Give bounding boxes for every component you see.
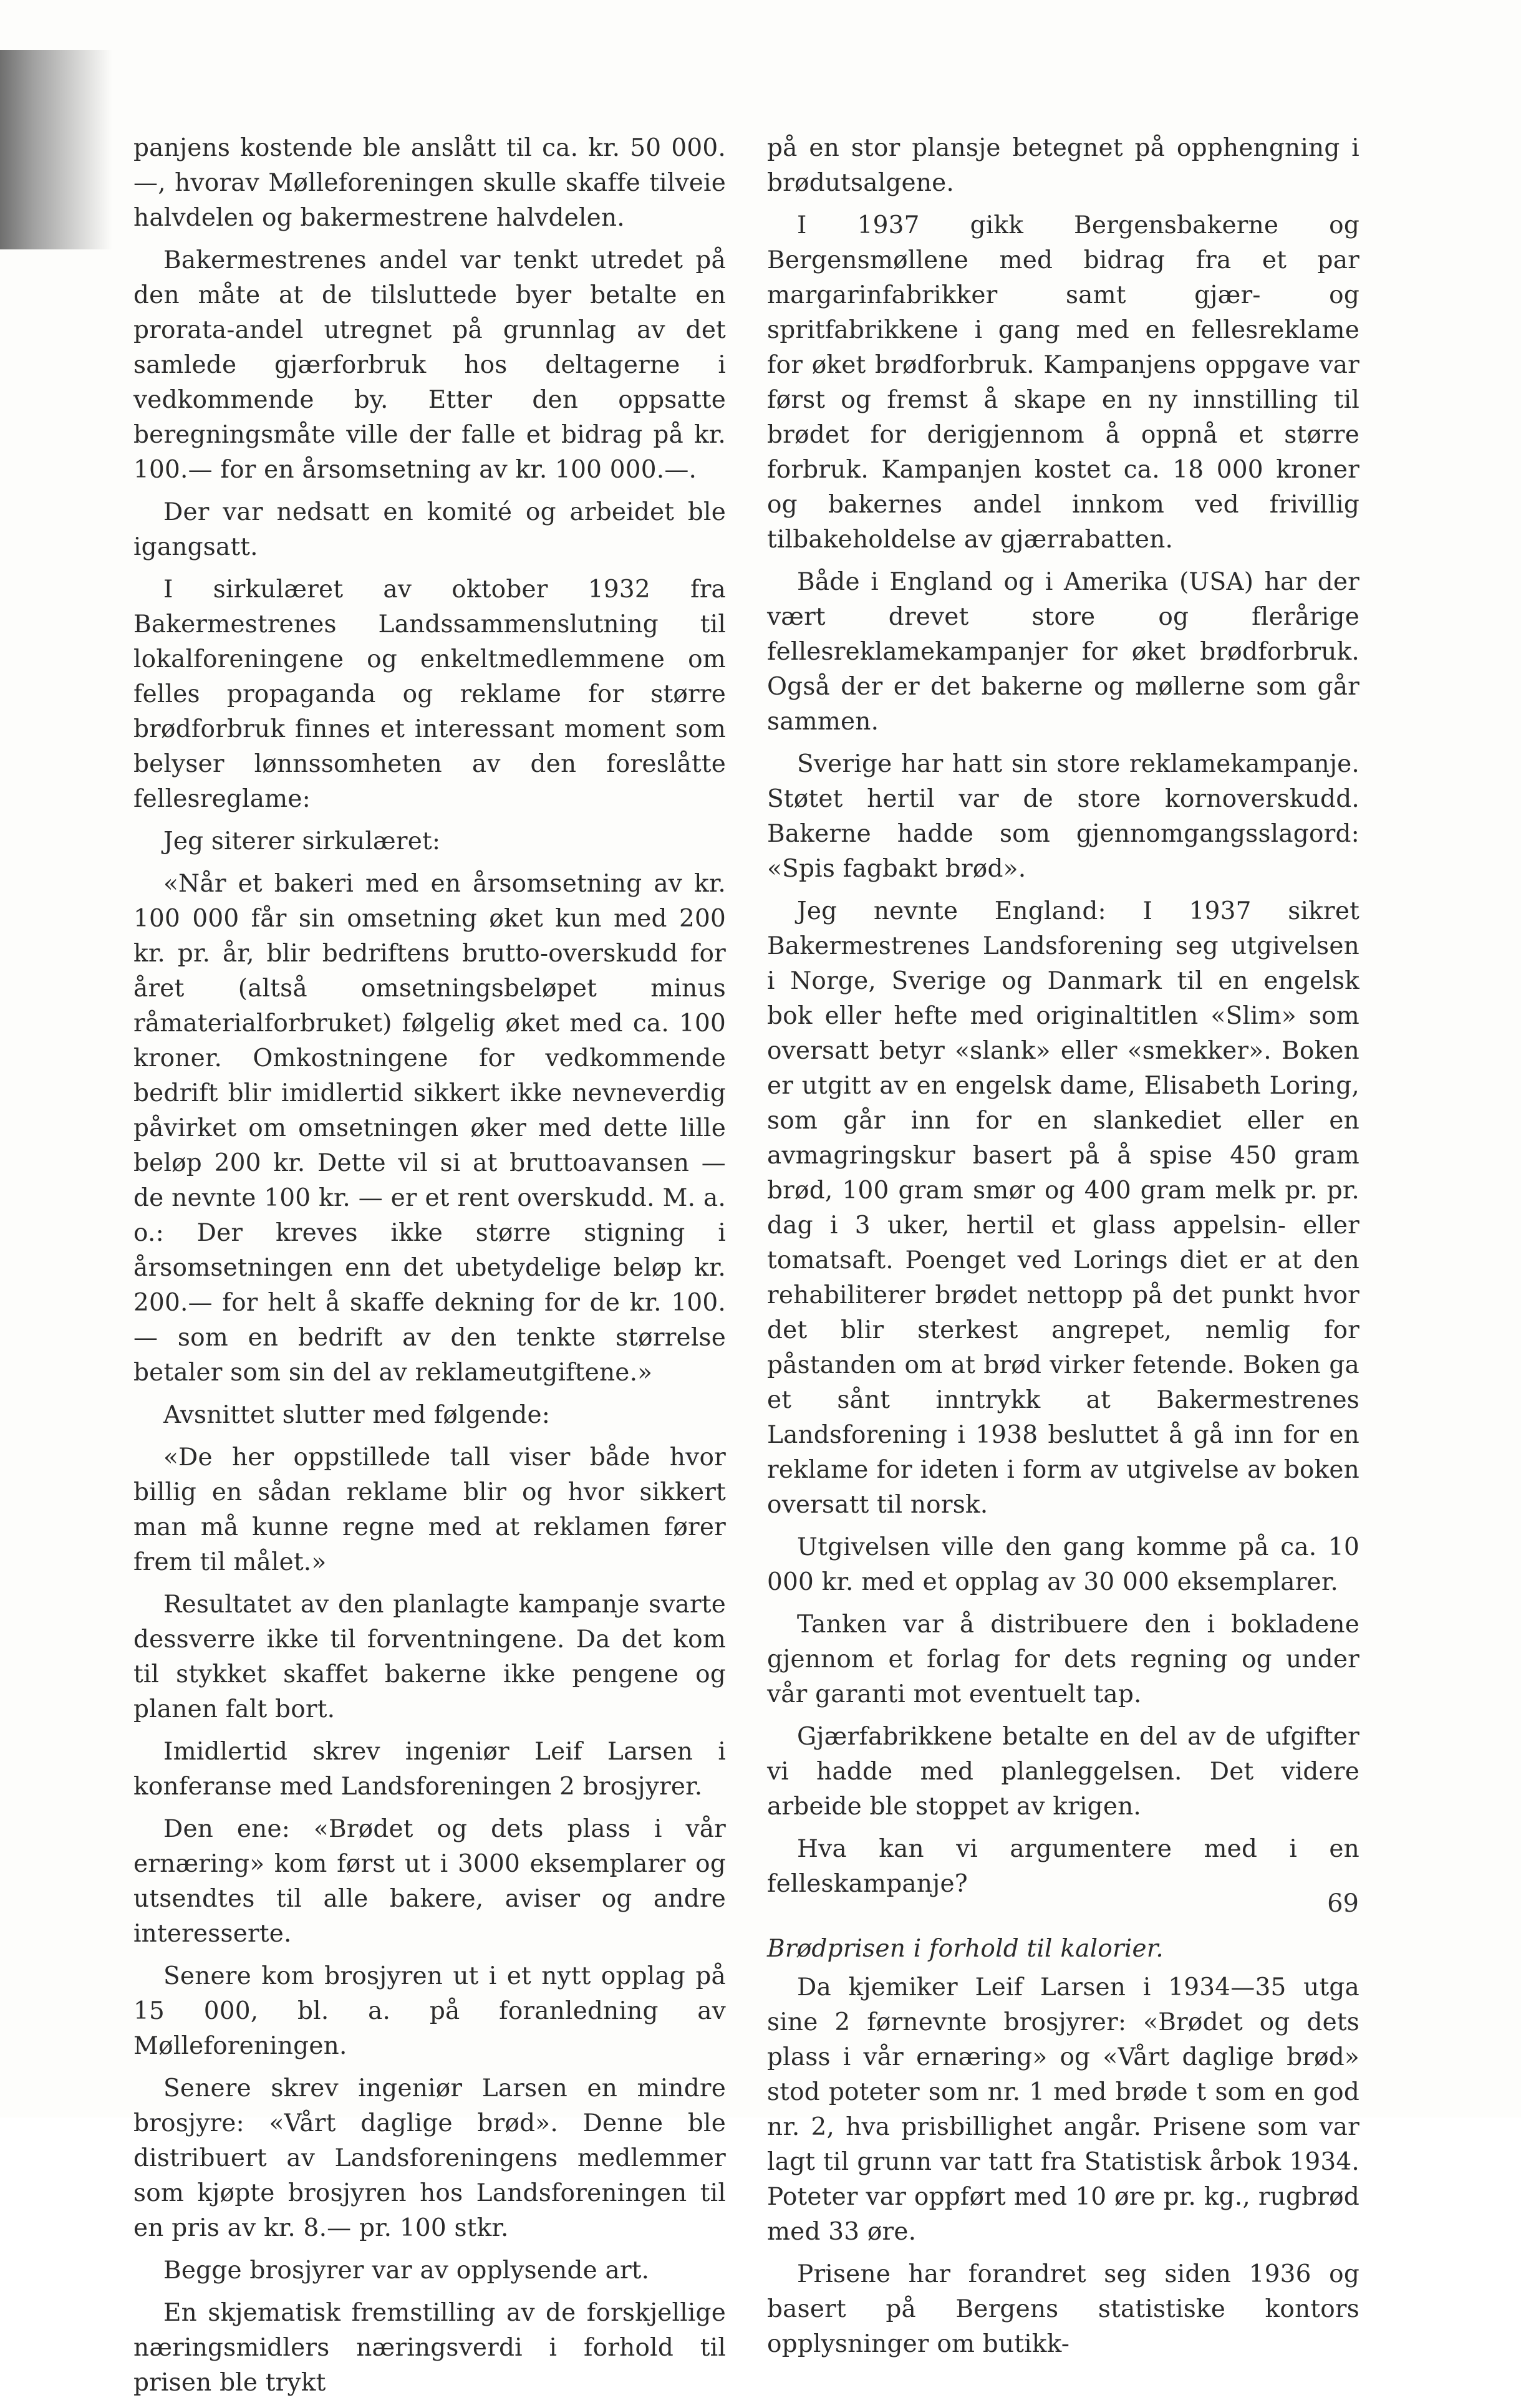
quoted-paragraph: «Når et bakeri med en årsomsetning av kr. 100 000 får sin omsetning øket kun med 200 kr. pr. år, blir bedriftens brutto-overskudd for året (altså omsetningsbeløpet minus råmaterialforbruket) følgelig øket med ca. 100 kroner. Omkostningene for vedkommende bedrift blir imidlertid sikkert ikke nevneverdig påvirket om omsetningen øker med dette lille beløp 200 kr. Dette vil si at bruttoavansen — de nevnte 100 kr. — er et rent overskudd. M. a. o.: Der kreves ikke større stigning i årsomsetningen enn det ubetydelige beløp kr. 200.— for helt å skaffe dekning for de kr. 100.— som en bedrift av den tenkte størrelse betaler som sin del av reklameutgiftene.»: [133, 870, 726, 1387]
paragraph: I sirkulæret av oktober 1932 fra Bakermestrenes Landssammenslutning til lokalforeningene og enkeltmedlemmene om felles propaganda og reklame for større brødforbruk finnes et interessant moment som belyser lønnssomheten av den foreslåtte fellesreglame:: [133, 576, 726, 813]
paragraph: Jeg siterer sirkulæret:: [163, 827, 441, 855]
paragraph: Imidlertid skrev ingeniør Leif Larsen i konferanse med Landsforeningen 2 brosjyrer.: [133, 1738, 726, 1801]
paragraph: Tanken var å distribuere den i bokladene gjennom et forlag for dets regning og under vår garanti mot eventuelt tap.: [767, 1611, 1359, 1708]
section-heading: Brødprisen i forhold til kalorier.: [767, 1935, 1164, 1963]
paragraph: Bakermestrenes andel var tenkt utredet på den måte at de tilsluttede byer betalte en prorata-andel utregnet på grunnlag av det samlede gjærforbruk hos deltagerne i vedkommende by. Etter den oppsatte beregningsmåte ville der falle et bidrag på kr. 100.— for en årsomsetning av kr. 100 000.—.: [133, 246, 726, 484]
left-column: [133, 131, 726, 2408]
paragraph: Da kjemiker Leif Larsen i 1934—35 utga sine 2 førnevnte brosjyrer: «Brødet og dets plass i vår ernæring» og «Vårt daglige brød» stod poteter som nr. 1 med brøde t som en god nr. 2, hva prisbillighet angår. Prisene som var lagt til grunn var tatt fra Statistisk årbok 1934. Poteter var oppført med 10 øre pr. kg., rugbrød med 33 øre.: [767, 1973, 1359, 2246]
page-number: 69: [1327, 1889, 1359, 1918]
paragraph: En skjematisk fremstilling av de forskjellige næringsmidlers næringsverdi i forhold til prisen ble trykt: [133, 2299, 726, 2397]
paragraph: Prisene har forandret seg siden 1936 og basert på Bergens statistiske kontors opplysninger om butikk-: [767, 2260, 1359, 2358]
paragraph: Hva kan vi argumentere med i en felleskampanje?: [767, 1835, 1359, 1898]
paragraph: Senere kom brosjyren ut i et nytt opplag på 15 000, bl. a. på foranledning av Mølleforeningen.: [133, 1962, 726, 2060]
paragraph: Gjærfabrikkene betalte en del av de ufgifter vi hadde med planleggelsen. Det videre arbeide ble stoppet av krigen.: [767, 1723, 1359, 1821]
paragraph: Begge brosjyrer var av opplysende art.: [163, 2256, 650, 2285]
paragraph: Der var nedsatt en komité og arbeidet ble igangsatt.: [133, 498, 726, 561]
paragraph: på en stor plansje betegnet på opphengning i brødutsalgene.: [767, 134, 1359, 197]
paragraph: Sverige har hatt sin store reklamekampanje. Støtet hertil var de store kornoverskudd. Bakerne hadde som gjennomgangsslagord: «Spis fagbakt brød».: [767, 750, 1359, 883]
right-column: [767, 131, 1359, 2369]
paragraph: Både i England og i Amerika (USA) har der vært drevet store og flerårige fellesreklamekampanjer for øket brødforbruk. Også der er det bakerne og møllerne som går sammen.: [767, 568, 1359, 736]
paragraph: Avsnittet slutter med følgende:: [163, 1401, 551, 1429]
paragraph: Resultatet av den planlagte kampanje svarte dessverre ikke til forventningene. Da det kom til stykket skaffet bakerne ikke pengene og planen falt bort.: [133, 1591, 726, 1723]
paragraph: Utgivelsen ville den gang komme på ca. 10 000 kr. med et opplag av 30 000 eksemplarer.: [767, 1533, 1359, 1596]
page-edge-shadow: [0, 50, 112, 249]
paragraph: Jeg nevnte England: I 1937 sikret Bakermestrenes Landsforening seg utgivelsen i Norge, Sverige og Danmark til en engelsk bok eller hefte med originaltitlen «Slim» som oversatt betyr «slank» eller «smekker». Boken er utgitt av en engelsk dame, Elisabeth Loring, som går inn for en slankediet eller en avmagringskur basert på å spise 450 gram brød, 100 gram smør og 400 gram melk pr. pr. dag i 3 uker, hertil et glass appelsin- eller tomatsaft. Poenget ved Lorings diet er at den rehabiliterer brødet nettopp på det punkt hvor det blir sterkest angrepet, nemlig for påstanden om at brød virker fetende. Boken ga et sånt inntrykk at Bakermestrenes Landsforening i 1938 besluttet å gå inn for en reklame for ideten i form av utgivelse av boken oversatt til norsk.: [767, 897, 1359, 1519]
paragraph: I 1937 gikk Bergensbakerne og Bergensmøllene med bidrag fra et par margarinfabrikker samt gjær- og spritfabrikkene i gang med en fellesreklame for øket brødforbruk. Kampanjens oppgave var først og fremst å skape en ny innstilling til brødet for derigjennom å oppnå et større forbruk. Kampanjen kostet ca. 18 000 kroner og bakernes andel innkom ved frivillig tilbakeholdelse av gjærrabatten.: [767, 211, 1359, 554]
paragraph: Senere skrev ingeniør Larsen en mindre brosjyre: «Vårt daglige brød». Denne ble distribuert av Landsforeningens medlemmer som kjøpte brosjyren hos Landsforeningen til en pris av kr. 8.— pr. 100 stkr.: [133, 2074, 726, 2242]
quoted-paragraph: «De her oppstillede tall viser både hvor billig en sådan reklame blir og hvor sikkert man må kunne regne med at reklamen fører frem til målet.»: [133, 1443, 726, 1576]
paragraph: panjens kostende ble anslått til ca. kr. 50 000.—, hvorav Mølleforeningen skulle skaffe tilveie halvdelen og bakermestrene halvdelen.: [133, 134, 726, 232]
paragraph: Den ene: «Brødet og dets plass i vår ernæring» kom først ut i 3000 eksemplarer og utsendtes til alle bakere, aviser og andre interesserte.: [133, 1815, 726, 1948]
